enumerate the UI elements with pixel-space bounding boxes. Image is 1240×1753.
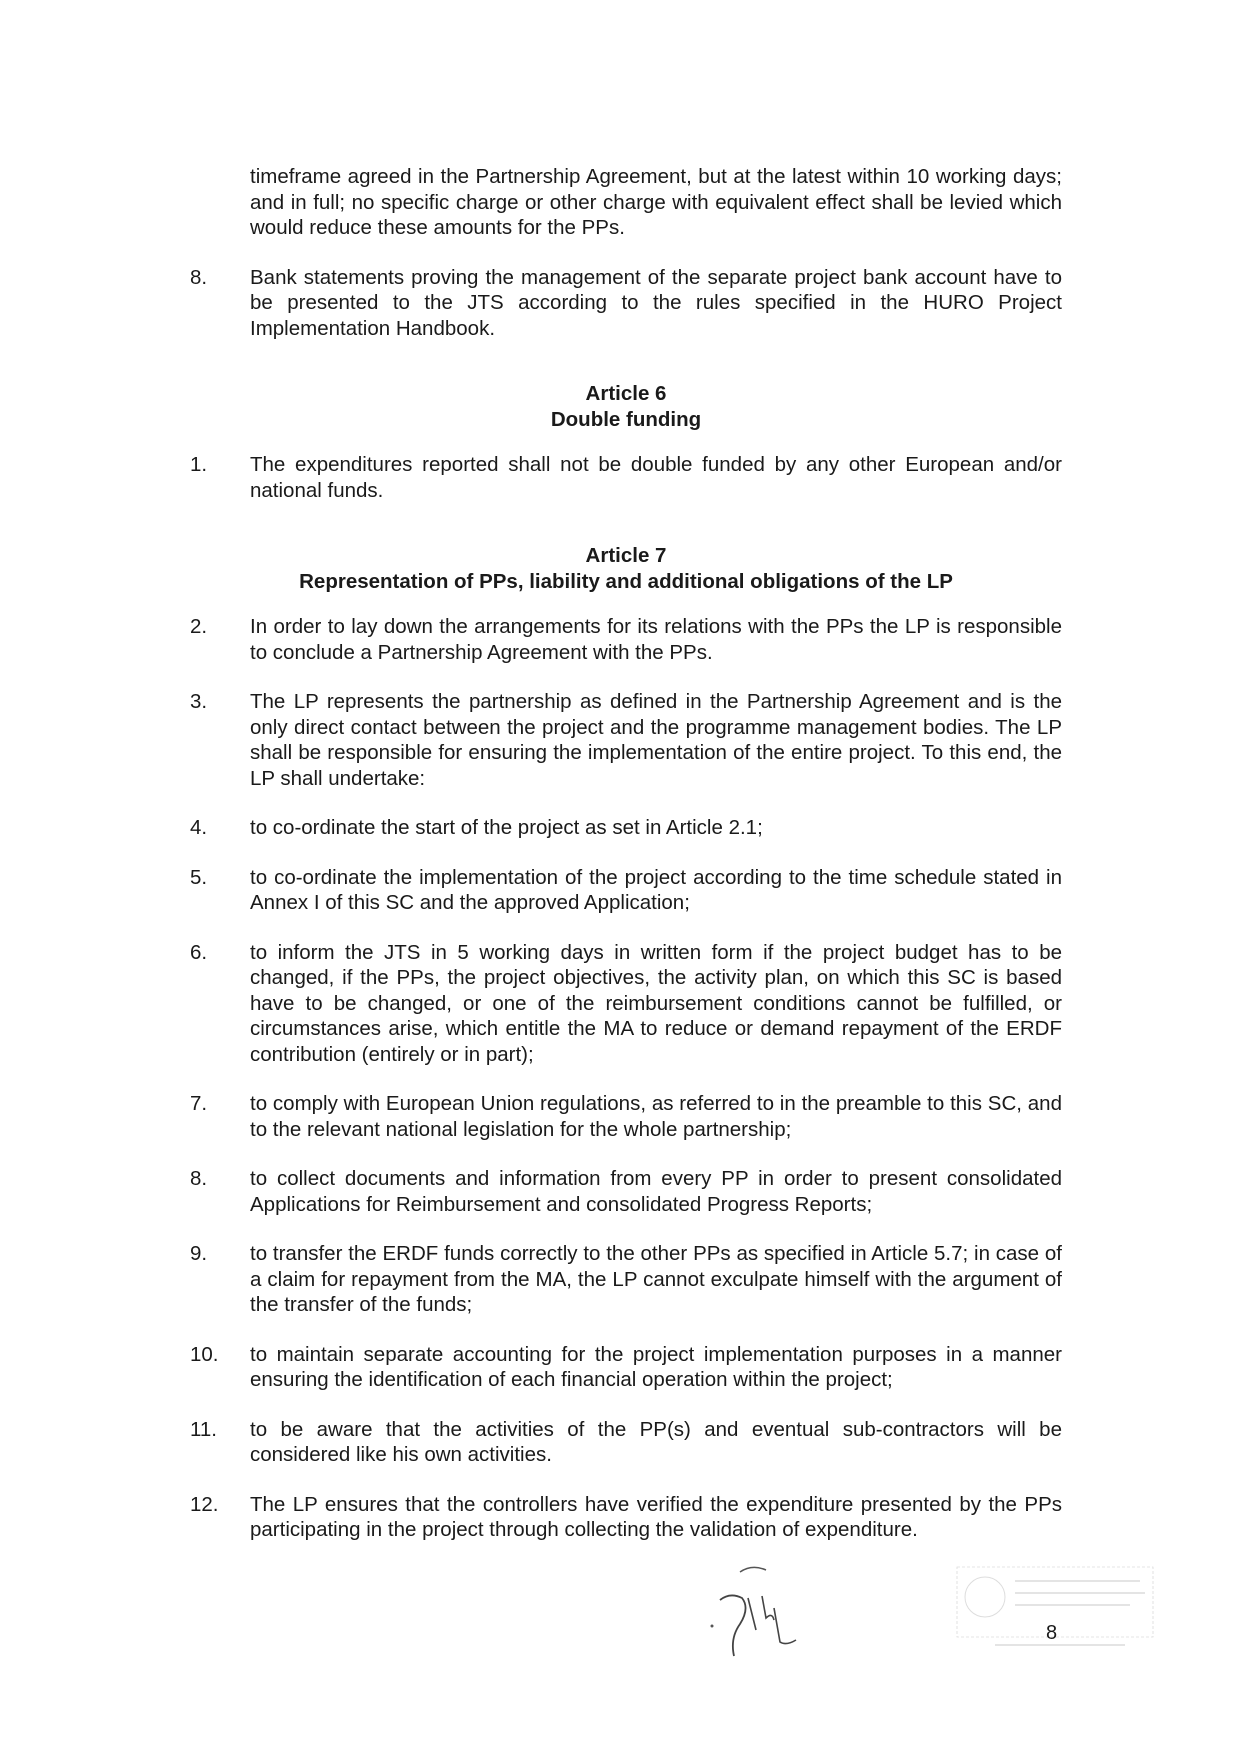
list-item [190,1091,1062,1142]
list-item [190,940,1062,1068]
item-number: 8. [190,265,208,289]
article-number: Article 6 [585,382,667,405]
item-text: to comply with European Union regulations, as referred to in the preamble to this SC, and to the relevant national legislation for the whole partnership; [250,1092,1062,1141]
intro-paragraph [250,164,1062,241]
article-title: Representation of PPs, liability and additional obligations of the LP [299,569,953,593]
list-item [190,689,1062,791]
item-text: to maintain separate accounting for the project implementation purposes in a manner ensuring the identification of each financial operation within the project; [250,1342,1062,1391]
item-number: 4. [190,816,208,839]
item-text: to co-ordinate the implementation of the project according to the time schedule stated in Annex I of this SC and the approved Application; [250,865,1062,914]
list-item [190,1241,1062,1318]
item-text: to co-ordinate the start of the project as set in Article 2.1; [250,816,763,839]
document-body [190,164,1062,1567]
article-7-heading [190,543,1062,594]
item-number: 5. [190,865,208,889]
list-item [190,1492,1062,1543]
item-number: 7. [190,1092,208,1115]
page-number: 8 [1046,1622,1058,1644]
list-item [190,265,1062,342]
list-item [190,614,1062,665]
item-number: 9. [190,1242,208,1265]
item-number: 10. [190,1342,219,1366]
handwritten-signature [700,1560,820,1670]
item-text: to collect documents and information from every PP in order to present consolidated Applications for Reimbursement and consolidated Progress Reports; [250,1167,1062,1216]
item-number: 8. [190,1167,208,1190]
item-text: to be aware that the activities of the PP(s) and eventual sub-contractors will be considered like his own activities. [250,1417,1062,1466]
item-number: 3. [190,690,208,713]
intro-paragraph-text: timeframe agreed in the Partnership Agreement, but at the latest within 10 working days; and in full; no specific charge or other charge with equivalent effect shall be levied which would reduce these amounts for the PPs. [250,165,1062,239]
article-6-heading [190,381,1062,432]
item-number: 12. [190,1492,219,1516]
article-title: Double funding [550,407,702,431]
item-text: to inform the JTS in 5 working days in written form if the project budget has to be changed, if the PPs, the project objectives, the activity plan, on which this SC is based have to be changed, or one of the reimbursement conditions cannot be fulfilled, or circumstances arise, which entitle the MA to reduce or demand repayment of the ERDF contribution (entirely or in part); [250,940,1062,1066]
item-number: 11. [190,1417,217,1441]
list-item [190,1417,1062,1468]
item-text: The LP represents the partnership as defined in the Partnership Agreement and is the only direct contact between the project and the programme management bodies. The LP shall be responsible for ensuring the implementation of the entire project. To this end, the LP shall undertake: [250,690,1062,790]
item-number: 1. [190,453,208,476]
item-text: The LP ensures that the controllers have verified the expenditure presented by the PPs participating in the project through collecting the validation of expenditure. [250,1492,1062,1541]
list-item [190,865,1062,916]
item-number: 6. [190,940,208,964]
item-number: 2. [190,615,208,638]
list-item [190,815,1062,841]
item-text: Bank statements proving the management of the separate project bank account have to be presented to the JTS according to the rules specified in the HURO Project Implementation Handbook. [250,265,1062,340]
item-text: to transfer the ERDF funds correctly to the other PPs as specified in Article 5.7; in case of a claim for repayment from the MA, the LP cannot exculpate himself with the argument of the transfer of the funds; [250,1242,1062,1316]
list-item [190,452,1062,503]
article-number: Article 7 [585,544,667,567]
item-text: In order to lay down the arrangements for its relations with the PPs the LP is responsible to conclude a Partnership Agreement with the PPs. [250,615,1062,664]
list-item [190,1166,1062,1217]
item-text: The expenditures reported shall not be double funded by any other European and/or national funds. [250,453,1062,502]
list-item [190,1342,1062,1393]
